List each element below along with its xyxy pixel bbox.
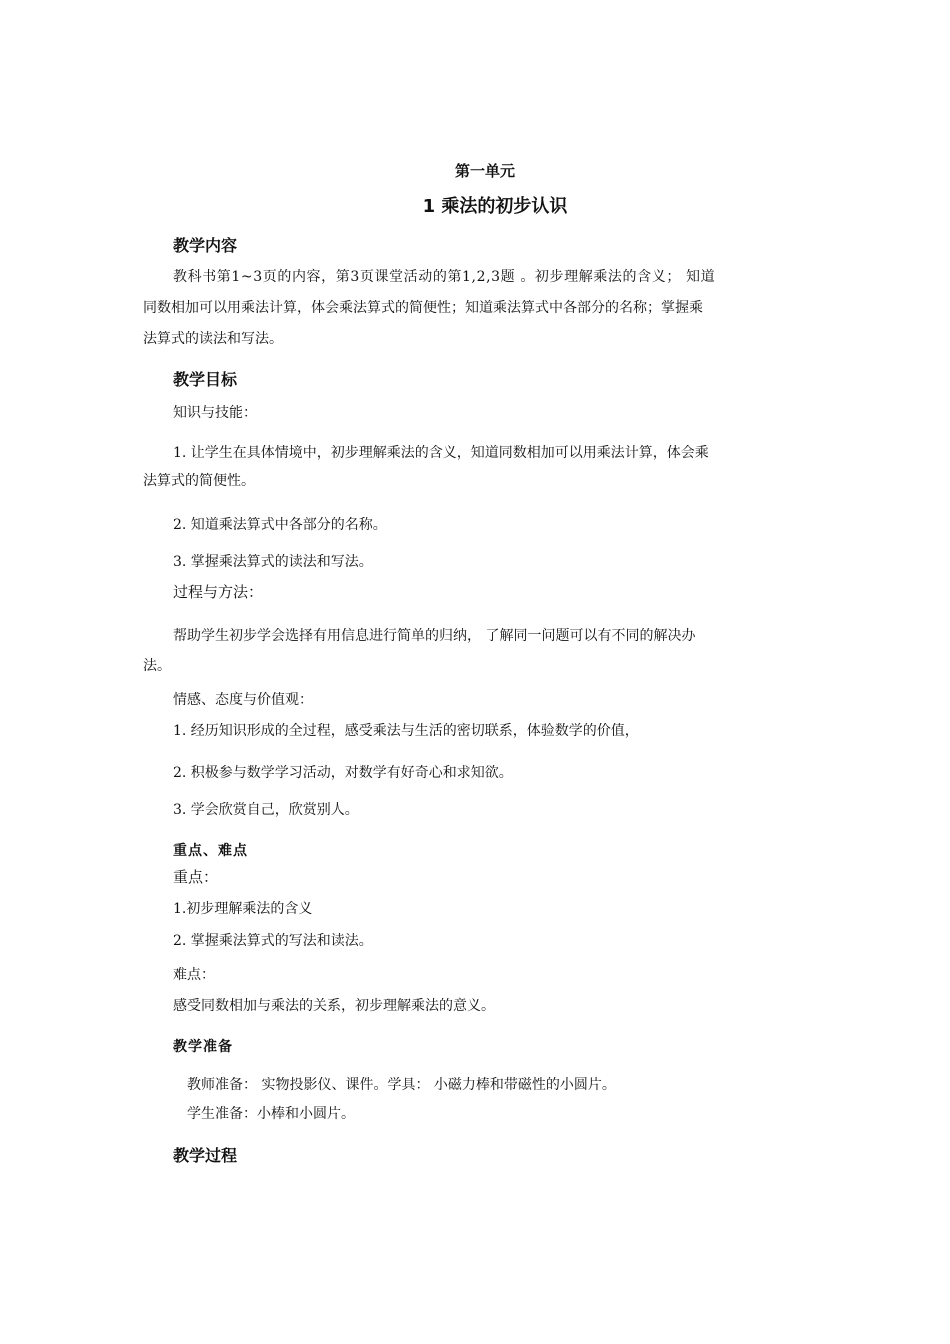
key2: 2. 掌握乘法算式的写法和读法。 <box>173 933 373 949</box>
content-text-line3: 法算式的读法和写法。 <box>143 331 283 347</box>
key-heading: 重点、难点 <box>173 843 248 859</box>
lesson-title: 1 乘法的初步认识 <box>422 196 568 217</box>
student-prep: 学生准备：小棒和小圆片。 <box>187 1106 355 1122</box>
process-label: 过程与方法： <box>173 583 264 601</box>
unit-title: 第一单元 <box>454 162 515 180</box>
difficult-text: 感受同数相加与乘法的关系，初步理解乘法的意义。 <box>173 998 495 1014</box>
emotion-label: 情感、态度与价值观： <box>173 692 313 708</box>
process-line1: 帮助学生初步学会选择有用信息进行简单的归纳， 了解同一问题可以有不同的解决办 <box>173 628 696 644</box>
content-heading: 教学内容 <box>173 236 238 255</box>
prep-heading: 教学准备 <box>173 1039 233 1055</box>
goal2: 2. 知道乘法算式中各部分的名称。 <box>173 517 387 533</box>
emotion2: 2. 积极参与数学学习活动，对数学有好奇心和求知欲。 <box>173 765 513 781</box>
knowledge-label: 知识与技能： <box>173 405 257 421</box>
content-text-line2: 同数相加可以用乘法计算，体会乘法算式的简便性；知道乘法算式中各部分的名称；掌握乘 <box>143 300 703 316</box>
goal1-line1: 1. 让学生在具体情境中，初步理解乘法的含义，知道同数相加可以用乘法计算，体会乘 <box>173 445 709 461</box>
goal3: 3. 掌握乘法算式的读法和写法。 <box>173 554 373 570</box>
difficult-label: 难点： <box>173 967 215 983</box>
process-heading: 教学过程 <box>173 1146 238 1165</box>
goal1-line2: 法算式的简便性。 <box>143 473 255 489</box>
emotion3: 3. 学会欣赏自己，欣赏别人。 <box>173 802 359 818</box>
emotion1: 1. 经历知识形成的全过程，感受乘法与生活的密切联系，体验数学的价值， <box>173 723 639 739</box>
key-label: 重点： <box>173 868 219 886</box>
process-line2: 法。 <box>143 658 171 674</box>
goals-heading: 教学目标 <box>173 370 238 389</box>
teacher-prep: 教师准备： 实物投影仪、课件。学具： 小磁力棒和带磁性的小圆片。 <box>187 1077 616 1093</box>
content-text-line1: 教科书第1~3页的内容，第3页课堂活动的第1,2,3题 。初步理解乘法的含义； 知道 <box>173 269 716 285</box>
key1: 1.初步理解乘法的含义 <box>173 901 313 917</box>
